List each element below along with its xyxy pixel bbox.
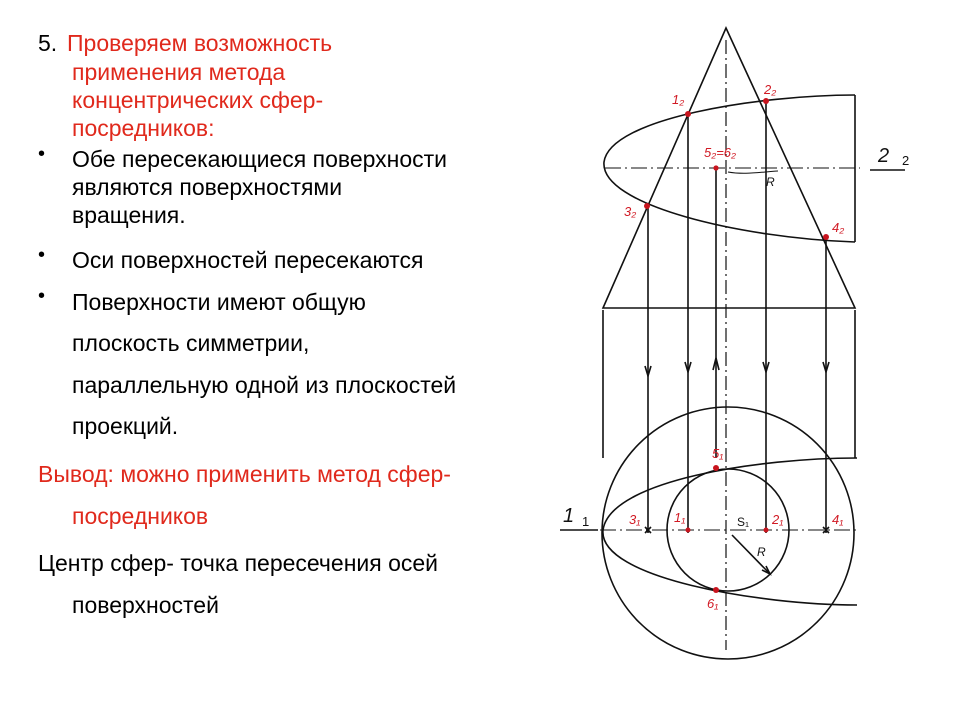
point-1-front — [685, 111, 691, 117]
label-plane2-b: 2 — [902, 153, 910, 168]
point-1-top — [686, 528, 691, 533]
label-56-front: 5₂=6₂ — [704, 145, 736, 160]
point-5-top — [713, 465, 719, 471]
title-line-4: посредников: — [72, 115, 215, 141]
bullet-3-line-3: параллельную одной из плоскостей — [72, 372, 457, 398]
label-plane1-a: 1 — [563, 505, 575, 527]
label-4-front: 4₂ — [832, 220, 845, 235]
bullet-2-line-1: Оси поверхностей пересекаются — [72, 247, 424, 273]
bullet-1-line-1: Обе пересекающиеся поверхности — [72, 146, 448, 172]
point-2-front — [763, 98, 769, 104]
point-6-top — [713, 587, 719, 593]
point-2-top — [764, 528, 769, 533]
label-4-top: 4₁ — [832, 512, 844, 527]
label-r-front: R — [766, 175, 775, 189]
title-line-3: концентрических сфер- — [72, 87, 324, 113]
conclusion-line-1: Вывод: можно применить метод сфер- — [38, 461, 451, 487]
label-plane2-a: 2 — [878, 145, 890, 167]
label-3-top: 3₁ — [629, 512, 641, 527]
title-line-1: Проверяем возможность — [67, 30, 333, 56]
bullet-3-line-4: проекций. — [72, 413, 179, 439]
cone-top-circle — [602, 407, 854, 659]
point-56-front — [713, 165, 718, 170]
bullet-1-line-3: вращения. — [72, 202, 186, 228]
center-note-line-1: Центр сфер- точка пересечения осей — [38, 550, 439, 576]
title-number: 5. — [38, 30, 58, 56]
label-1-top: 1₁ — [674, 510, 686, 525]
bullet-1-line-2: являются поверхностями — [72, 174, 343, 200]
center-note-line-2: поверхностей — [72, 592, 219, 618]
title-line-2: применения метода — [72, 59, 286, 85]
label-2-top: 2₁ — [772, 512, 784, 527]
bullet-1-dot: • — [38, 143, 46, 165]
point-3-front — [644, 203, 650, 209]
bullet-3-dot: • — [38, 285, 46, 307]
radius-front — [728, 171, 778, 173]
point-4-front — [823, 234, 829, 240]
label-1-front: 1₂ — [672, 92, 685, 107]
conclusion-line-2: посредников — [72, 503, 209, 529]
label-r-top: R — [757, 545, 766, 559]
projection-drawing — [530, 0, 960, 720]
label-5-top: 5₁ — [712, 446, 724, 461]
label-3-front: 3₂ — [624, 204, 637, 219]
label-plane1-b: 1 — [582, 514, 590, 529]
label-2-front: 2₂ — [764, 82, 777, 97]
bullet-3-line-1: Поверхности имеют общую — [72, 289, 366, 315]
paraboloid-top — [603, 458, 857, 605]
bullet-2-dot: • — [38, 244, 46, 266]
label-6-top: 6₁ — [707, 596, 719, 611]
label-s-top: S₁ — [737, 515, 750, 529]
bullet-3-line-2: плоскость симметрии, — [72, 330, 310, 356]
